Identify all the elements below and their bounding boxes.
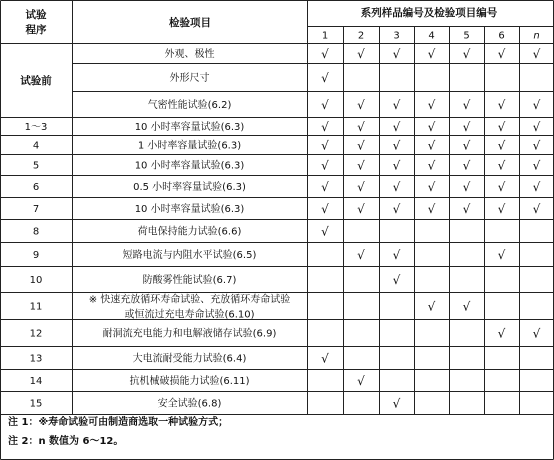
check-mark: √ xyxy=(357,202,365,216)
sample-number-5: 5 xyxy=(463,30,470,42)
check-mark: √ xyxy=(392,120,401,134)
procedure-cell: 9 xyxy=(32,250,40,261)
check-mark: √ xyxy=(392,248,401,262)
check-mark: √ xyxy=(497,202,506,216)
procedure-cell: 10 xyxy=(29,275,43,286)
sample-number-n: n xyxy=(533,30,540,42)
procedure-cell: 试验前 xyxy=(20,75,52,87)
procedure-cell: 5 xyxy=(32,160,40,172)
check-mark: √ xyxy=(321,71,329,85)
item-cell: 防酸雾性能试验(6.7) xyxy=(142,275,237,286)
check-mark: √ xyxy=(532,158,541,173)
check-mark: √ xyxy=(357,98,365,112)
check-mark: √ xyxy=(321,158,329,173)
check-mark: √ xyxy=(497,248,506,262)
check-mark: √ xyxy=(321,180,329,194)
check-mark: √ xyxy=(357,120,365,134)
check-mark: √ xyxy=(427,120,436,134)
check-mark: √ xyxy=(462,299,471,314)
check-mark: √ xyxy=(532,98,541,112)
note-1: 注 1：※寿命试验可由制造商选取一种试验方式； xyxy=(8,417,229,428)
header-item: 检验项目 xyxy=(169,17,211,29)
procedure-cell: 13 xyxy=(29,353,43,365)
procedure-cell: 14 xyxy=(29,376,43,387)
header-procedure-line1: 试验 xyxy=(25,9,47,21)
item-cell: 外形尺寸 xyxy=(169,73,210,84)
item-cell: 外观、极性 xyxy=(164,49,215,60)
check-mark: √ xyxy=(321,202,329,216)
check-mark: √ xyxy=(427,180,436,194)
sample-number-4: 4 xyxy=(428,30,435,42)
check-mark: √ xyxy=(497,326,506,341)
procedure-cell: 6 xyxy=(32,182,40,193)
check-mark: √ xyxy=(427,98,436,112)
check-mark: √ xyxy=(392,138,401,153)
sample-number-1: 1 xyxy=(321,30,329,42)
table-grid-lines xyxy=(1,1,554,460)
check-mark: √ xyxy=(497,180,506,194)
check-mark: √ xyxy=(392,180,401,194)
check-mark: √ xyxy=(427,47,436,61)
check-mark: √ xyxy=(392,273,401,287)
check-mark: √ xyxy=(532,326,541,341)
check-mark: √ xyxy=(321,120,329,134)
check-mark: √ xyxy=(392,158,401,173)
check-mark: √ xyxy=(357,374,365,388)
item-cell: 1 小时率容量试验(6.3) xyxy=(137,140,242,152)
check-mark: √ xyxy=(462,47,471,61)
check-mark: √ xyxy=(497,47,506,61)
item-cell: 安全试验(6.8) xyxy=(157,398,222,410)
check-mark: √ xyxy=(357,158,365,173)
check-mark: √ xyxy=(321,138,329,153)
check-mark: √ xyxy=(321,351,329,366)
check-mark: √ xyxy=(427,138,436,153)
check-mark: √ xyxy=(357,47,365,61)
check-mark: √ xyxy=(532,202,541,216)
sample-number-3: 3 xyxy=(393,30,400,42)
check-mark: √ xyxy=(321,47,329,61)
check-mark: √ xyxy=(357,138,365,153)
item-cell: 10 小时率容量试验(6.3) xyxy=(134,160,245,172)
check-mark: √ xyxy=(427,202,436,216)
check-mark: √ xyxy=(532,180,541,194)
check-mark: √ xyxy=(321,224,329,239)
check-mark: √ xyxy=(462,98,471,112)
item-cell: 0.5 小时率容量试验(6.3) xyxy=(133,182,246,193)
item-cell-line1: ※ 快速充放循环寿命试验、充放循环寿命试验 xyxy=(88,294,291,306)
item-cell: 短路电流与内阻水平试验(6.5) xyxy=(122,250,257,261)
item-cell: 荷电保持能力试验(6.6) xyxy=(137,226,242,238)
check-mark: √ xyxy=(462,180,471,194)
check-mark: √ xyxy=(497,98,506,112)
header-procedure-line2: 程序 xyxy=(25,24,47,36)
item-cell: 耐洞流充电能力和电解液储存试验(6.9) xyxy=(102,328,277,340)
item-cell: 10 小时率容量试验(6.3) xyxy=(134,204,245,215)
check-mark: √ xyxy=(532,120,541,134)
item-cell-line2: 或恒流过充电寿命试验(6.10) xyxy=(124,309,255,321)
check-mark: √ xyxy=(427,299,436,314)
check-mark: √ xyxy=(497,138,506,153)
item-cell: 气密性能试验(6.2) xyxy=(147,100,232,111)
check-mark: √ xyxy=(392,202,401,216)
check-mark: √ xyxy=(392,98,401,112)
check-mark: √ xyxy=(357,180,365,194)
item-cell: 抗机械破损能力试验(6.11) xyxy=(129,376,250,387)
check-mark: √ xyxy=(532,47,541,61)
check-mark: √ xyxy=(497,158,506,173)
check-mark: √ xyxy=(462,138,471,153)
check-mark: √ xyxy=(427,158,436,173)
check-mark: √ xyxy=(462,202,471,216)
procedure-cell: 15 xyxy=(29,398,43,410)
procedure-cell: 1～3 xyxy=(24,122,48,133)
sample-number-6: 6 xyxy=(498,30,505,42)
procedure-cell: 12 xyxy=(29,328,43,340)
check-mark: √ xyxy=(392,47,401,61)
procedure-cell: 8 xyxy=(32,226,40,238)
header-sample-group: 系列样品编号及检验项目编号 xyxy=(360,7,498,19)
procedure-cell: 7 xyxy=(32,204,40,215)
procedure-cell: 11 xyxy=(29,301,43,313)
table-body xyxy=(20,47,540,411)
sample-number-2: 2 xyxy=(357,30,365,42)
check-mark: √ xyxy=(532,138,541,153)
note-2: 注 2：n 数值为 6～12。 xyxy=(8,436,124,447)
check-mark: √ xyxy=(497,120,506,134)
check-mark: √ xyxy=(462,120,471,134)
sample-number-headers xyxy=(322,31,540,42)
check-mark: √ xyxy=(357,248,365,262)
item-cell: 10 小时率容量试验(6.3) xyxy=(134,122,245,133)
procedure-cell: 4 xyxy=(32,140,40,152)
check-mark: √ xyxy=(462,158,471,173)
item-cell: 大电流耐受能力试验(6.4) xyxy=(132,353,247,365)
check-mark: √ xyxy=(392,396,401,411)
check-mark: √ xyxy=(321,98,329,112)
